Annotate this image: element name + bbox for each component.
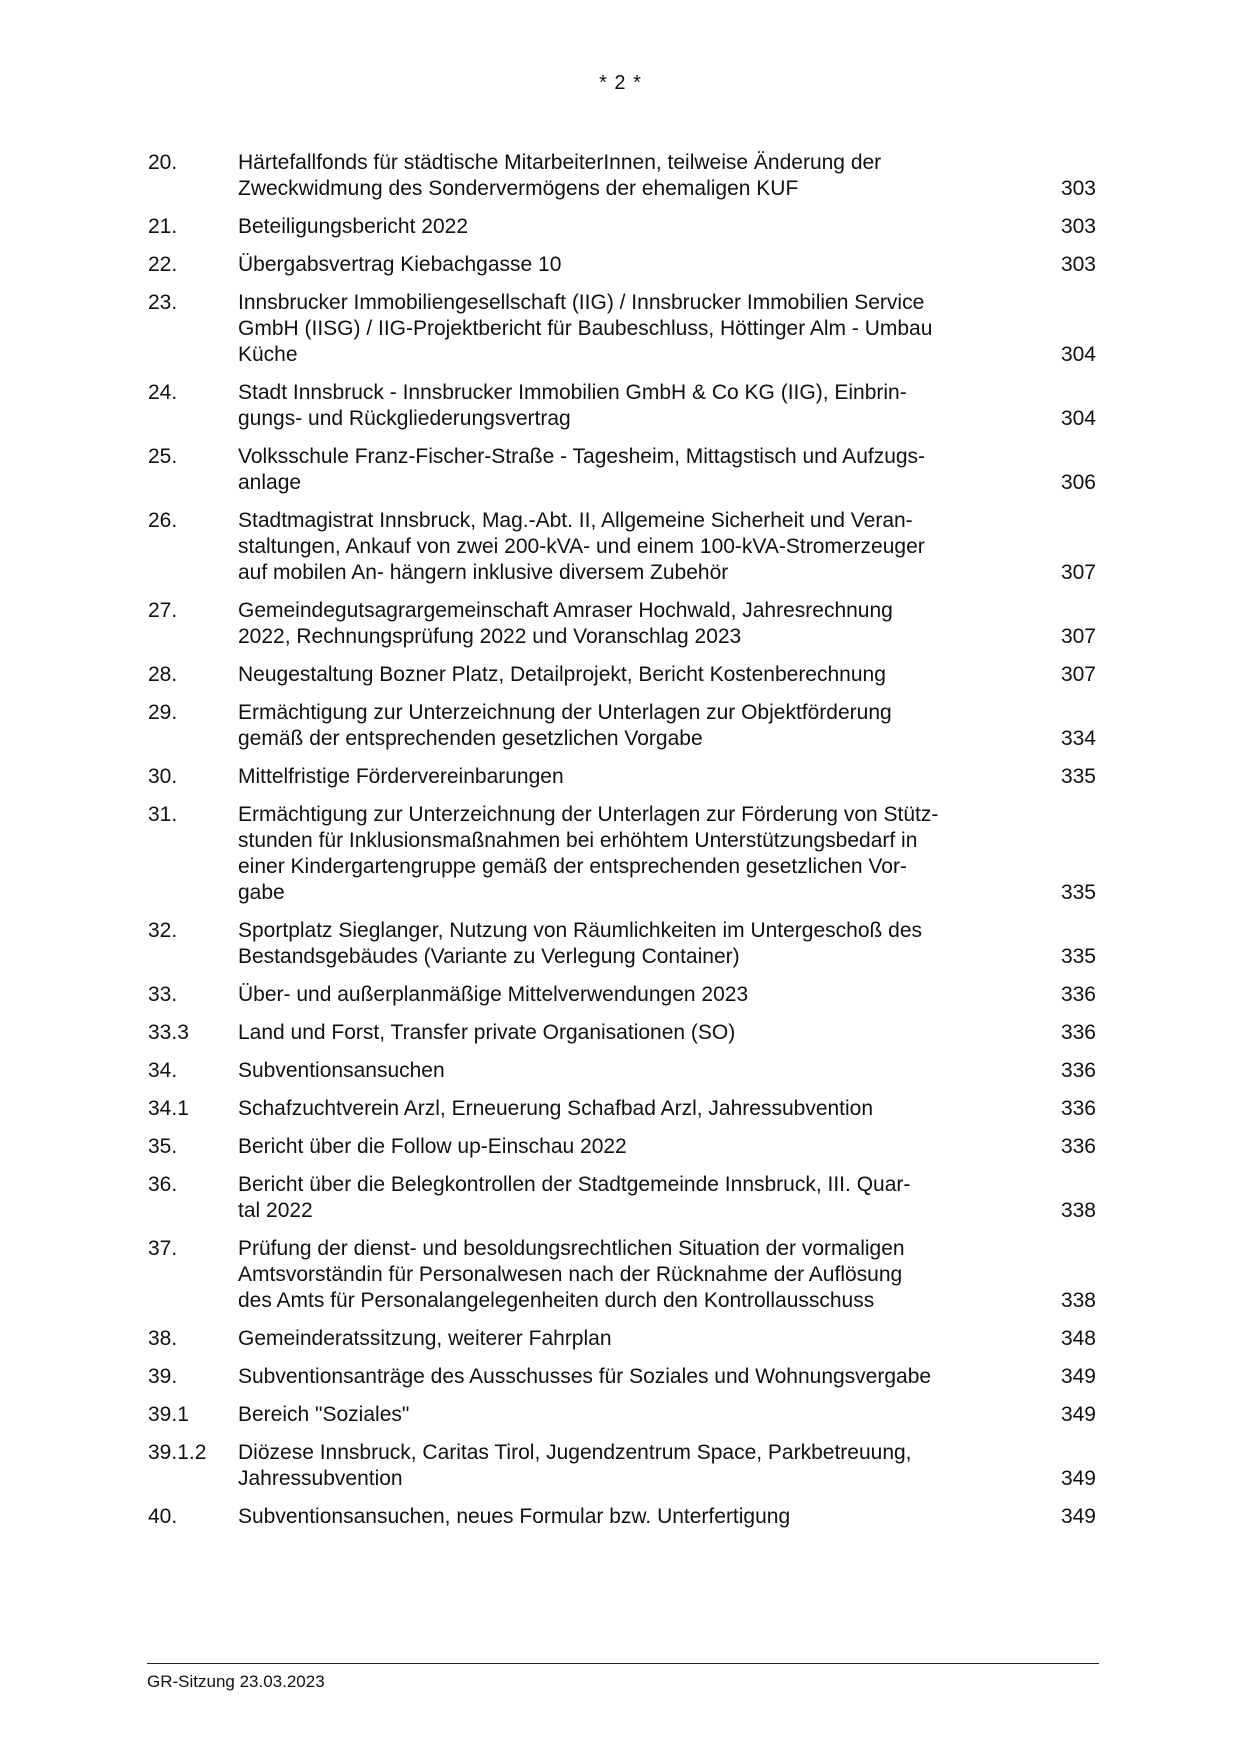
toc-entry-page: 338 [1060, 1199, 1096, 1222]
toc-entry-title: Beteiligungsbericht 2022 [238, 215, 468, 238]
toc-entry-page: 336 [1060, 1059, 1096, 1082]
toc-entry [148, 1172, 1096, 1224]
toc-entry [148, 982, 1096, 1008]
toc-entry [148, 150, 1096, 202]
toc-entry [148, 508, 1096, 586]
toc-entry-number: 33. [148, 983, 178, 1006]
toc-entry-title: Sportplatz Sieglanger, Nutzung von Räumlichkeiten im Untergeschoß des Bestandsgebäudes (Variante zu Verlegung Container) [238, 919, 923, 968]
footer-divider [147, 1663, 1099, 1664]
toc-entry-title: Bericht über die Belegkontrollen der Stadtgemeinde Innsbruck, III. Quar- tal 2022 [238, 1173, 911, 1222]
toc-entry-number: 21. [148, 215, 178, 238]
toc-entry-title: Prüfung der dienst- und besoldungsrechtlichen Situation der vormaligen Amtsvorständin für Personalwesen nach der Rücknahme der Auflösung des Amts für Personalangelegenheiten durch den Kontrollausschuss [238, 1237, 905, 1312]
toc-entry-number: 27. [148, 599, 178, 622]
toc-entry [148, 598, 1096, 650]
toc-entry-number: 23. [148, 291, 178, 314]
toc-entry-number: 36. [148, 1173, 178, 1196]
toc-entry-number: 40. [148, 1505, 178, 1528]
toc-entry [148, 1402, 1096, 1428]
toc-entry-page: 306 [1060, 471, 1096, 494]
toc-entry-title: Gemeindegutsagrargemeinschaft Amraser Hochwald, Jahresrechnung 2022, Rechnungsprüfung 2022 und Voranschlag 2023 [238, 599, 893, 648]
toc-entry [148, 1440, 1096, 1492]
toc-entry-page: 348 [1060, 1327, 1096, 1350]
toc-entry-title: Übergabsvertrag Kiebachgasse 10 [238, 253, 562, 276]
toc-entry [148, 1364, 1096, 1390]
toc-entry-title: Gemeinderatssitzung, weiterer Fahrplan [238, 1327, 612, 1350]
toc-entry-number: 39.1 [148, 1403, 189, 1426]
toc-entry [148, 1134, 1096, 1160]
toc-entry-page: 303 [1060, 215, 1096, 238]
toc-entry-title: Neugestaltung Bozner Platz, Detailprojekt, Bericht Kostenberechnung [238, 663, 886, 686]
toc-entry-number: 34.1 [148, 1097, 189, 1120]
toc-entry-page: 335 [1060, 765, 1096, 788]
toc-entry-page: 336 [1060, 1135, 1096, 1158]
toc-entry [148, 802, 1096, 906]
toc-entry-number: 32. [148, 919, 178, 942]
toc-entry-page: 336 [1060, 1097, 1096, 1120]
toc-entry [148, 444, 1096, 496]
toc-entry-title: Innsbrucker Immobiliengesellschaft (IIG) / Innsbrucker Immobilien Service GmbH (IISG) / IIG-Projektbericht für Baubeschluss, Höttinger Alm - Umbau Küche [238, 291, 933, 366]
toc-entry [148, 290, 1096, 368]
page-number-header: * 2 * [599, 72, 642, 94]
toc-entry-number: 31. [148, 803, 178, 826]
toc-entry [148, 662, 1096, 688]
footer-session-label: GR-Sitzung 23.03.2023 [147, 1672, 325, 1691]
toc-entry-title: Über- und außerplanmäßige Mittelverwendungen 2023 [238, 983, 749, 1006]
toc-entry-page: 307 [1060, 625, 1096, 648]
toc-entry [148, 918, 1096, 970]
toc-entry-page: 335 [1060, 945, 1096, 968]
toc-entry-page: 303 [1060, 177, 1096, 200]
toc-entry [148, 1326, 1096, 1352]
toc-entry-page: 303 [1060, 253, 1096, 276]
toc-entry-title: Subventionsansuchen [238, 1059, 445, 1082]
toc-entry [148, 1504, 1096, 1530]
toc-entry [148, 1020, 1096, 1046]
toc-entry-title: Subventionsanträge des Ausschusses für Soziales und Wohnungsvergabe [238, 1365, 932, 1388]
toc-entry-title: Land und Forst, Transfer private Organisationen (SO) [238, 1021, 736, 1044]
toc-entry-title: Diözese Innsbruck, Caritas Tirol, Jugendzentrum Space, Parkbetreuung, Jahressubvention [238, 1441, 912, 1490]
toc-entry-number: 35. [148, 1135, 178, 1158]
toc-entry-page: 349 [1060, 1403, 1096, 1426]
toc-entry [148, 764, 1096, 790]
toc-entry-number: 39.1.2 [148, 1441, 207, 1464]
toc-entry-number: 37. [148, 1237, 178, 1260]
toc-entry-number: 29. [148, 701, 178, 724]
table-of-contents [148, 150, 1096, 1542]
toc-entry-page: 334 [1060, 727, 1096, 750]
toc-entry-number: 20. [148, 151, 178, 174]
toc-entry-title: Stadt Innsbruck - Innsbrucker Immobilien GmbH & Co KG (IIG), Einbrin- gungs- und Rückgliederungsvertrag [238, 381, 907, 430]
toc-entry-number: 34. [148, 1059, 178, 1082]
toc-entry-title: Ermächtigung zur Unterzeichnung der Unterlagen zur Förderung von Stütz- stunden für Inklusionsmaßnahmen bei erhöhtem Unterstützungsbedarf in einer Kindergartengruppe gemäß der entsprechenden gesetzlichen Vor- gabe [238, 803, 939, 904]
toc-entry [148, 1236, 1096, 1314]
toc-entry-number: 26. [148, 509, 178, 532]
toc-entry-title: Schafzuchtverein Arzl, Erneuerung Schafbad Arzl, Jahressubvention [238, 1097, 874, 1120]
toc-entry-page: 349 [1060, 1505, 1096, 1528]
toc-entry-page: 307 [1060, 561, 1096, 584]
toc-entry [148, 214, 1096, 240]
toc-entry-number: 38. [148, 1327, 178, 1350]
toc-entry-number: 25. [148, 445, 178, 468]
toc-entry-title: Subventionsansuchen, neues Formular bzw. Unterfertigung [238, 1505, 791, 1528]
toc-entry-number: 24. [148, 381, 178, 404]
toc-entry-page: 307 [1060, 663, 1096, 686]
toc-entry [148, 252, 1096, 278]
toc-entry-page: 338 [1060, 1289, 1096, 1312]
toc-entry-title: Härtefallfonds für städtische MitarbeiterInnen, teilweise Änderung der Zweckwidmung des Sondervermögens der ehemaligen KUF [238, 151, 882, 200]
toc-entry-page: 349 [1060, 1365, 1096, 1388]
toc-entry-title: Stadtmagistrat Innsbruck, Mag.-Abt. II, Allgemeine Sicherheit und Veran- staltungen, Ankauf von zwei 200-kVA- und einem 100-kVA-Stromerzeuger auf mobilen An- hängern inklusive diversem Zubehör [238, 509, 925, 584]
toc-entry [148, 1058, 1096, 1084]
toc-entry-title: Bericht über die Follow up-Einschau 2022 [238, 1135, 627, 1158]
toc-entry [148, 1096, 1096, 1122]
toc-entry-page: 349 [1060, 1467, 1096, 1490]
toc-entry-page: 304 [1060, 343, 1096, 366]
toc-entry-title: Mittelfristige Fördervereinbarungen [238, 765, 564, 788]
toc-entry-title: Ermächtigung zur Unterzeichnung der Unterlagen zur Objektförderung gemäß der entsprechenden gesetzlichen Vorgabe [238, 701, 892, 750]
toc-entry-number: 33.3 [148, 1021, 189, 1044]
toc-entry-number: 28. [148, 663, 178, 686]
toc-entry-title: Volksschule Franz-Fischer-Straße - Tagesheim, Mittagstisch und Aufzugs- anlage [238, 445, 926, 494]
toc-entry-number: 22. [148, 253, 178, 276]
toc-entry-page: 335 [1060, 881, 1096, 904]
toc-entry-number: 30. [148, 765, 178, 788]
toc-entry-page: 304 [1060, 407, 1096, 430]
toc-entry-title: Bereich "Soziales" [238, 1403, 410, 1426]
toc-entry-page: 336 [1060, 1021, 1096, 1044]
toc-entry-number: 39. [148, 1365, 178, 1388]
toc-entry [148, 380, 1096, 432]
toc-entry [148, 700, 1096, 752]
toc-entry-page: 336 [1060, 983, 1096, 1006]
